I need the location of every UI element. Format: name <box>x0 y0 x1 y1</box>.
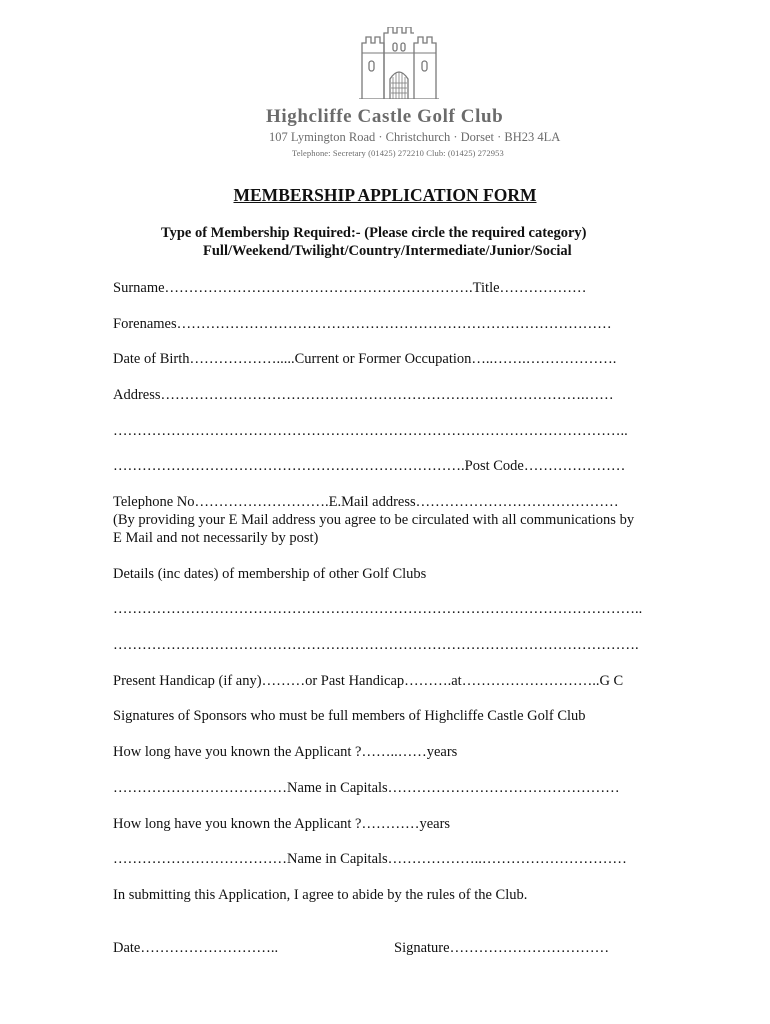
date-field[interactable]: Date……………………….. <box>113 940 279 956</box>
club-address: 107 Lymington Road · Christchurch · Dorset · BH23 4LA <box>269 130 561 144</box>
email-notice-line-1: (By providing your E Mail address you agree to be circulated with all communications by <box>113 512 635 528</box>
other-clubs-field-1[interactable]: ……………………………………………………………………………………………….. <box>113 601 643 617</box>
sponsor-1-signature-name-field[interactable]: ………………………………Name in Capitals………………………………………… <box>113 780 620 796</box>
form-title: MEMBERSHIP APPLICATION FORM <box>233 185 537 205</box>
sponsor-1-known-years-field[interactable]: How long have you known the Applicant ?……..……years <box>113 744 458 760</box>
telephone-email-field[interactable]: Telephone No……………………….E.Mail address…………………………………… <box>113 494 619 510</box>
club-name: Highcliffe Castle Golf Club <box>266 106 504 127</box>
sponsor-2-signature-name-field[interactable]: ………………………………Name in Capitals………………..………………………… <box>113 851 627 867</box>
address-field-2[interactable]: …………………………………………………………………………………………….. <box>113 423 628 439</box>
membership-type-heading: Type of Membership Required:- (Please circle the required category) <box>161 225 587 241</box>
other-clubs-field-2[interactable]: ………………………………………………………………………………………………. <box>113 637 639 653</box>
membership-categories: Full/Weekend/Twilight/Country/Intermediate/Junior/Social <box>203 243 572 259</box>
email-notice-line-2: E Mail and not necessarily by post) <box>113 530 319 546</box>
address-field-1[interactable]: Address…………………………………………………………………………….…… <box>113 387 614 403</box>
other-clubs-label: Details (inc dates) of membership of other Golf Clubs <box>113 566 427 582</box>
sponsors-heading: Signatures of Sponsors who must be full members of Highcliffe Castle Golf Club <box>113 708 586 724</box>
surname-title-field[interactable]: Surname……………………………………………………….Title……………… <box>113 280 587 296</box>
sponsor-2-known-years-field[interactable]: How long have you known the Applicant ?…………years <box>113 816 451 832</box>
handicap-field[interactable]: Present Handicap (if any)………or Past Handicap……….at………………………..G C <box>113 673 624 689</box>
dob-occupation-field[interactable]: Date of Birth……………….....Current or Former Occupation…..…….………………. <box>113 351 617 367</box>
club-telephone: Telephone: Secretary (01425) 272210 Club: (01425) 272953 <box>292 148 504 158</box>
address-postcode-field[interactable]: ……………………………………………………………….Post Code………………… <box>113 458 626 474</box>
signature-field[interactable]: Signature…………………………… <box>394 940 610 956</box>
forenames-field[interactable]: Forenames……………………………………………………………………………… <box>113 316 612 332</box>
castle-icon <box>358 27 440 99</box>
agreement-statement: In submitting this Application, I agree to abide by the rules of the Club. <box>113 887 528 903</box>
